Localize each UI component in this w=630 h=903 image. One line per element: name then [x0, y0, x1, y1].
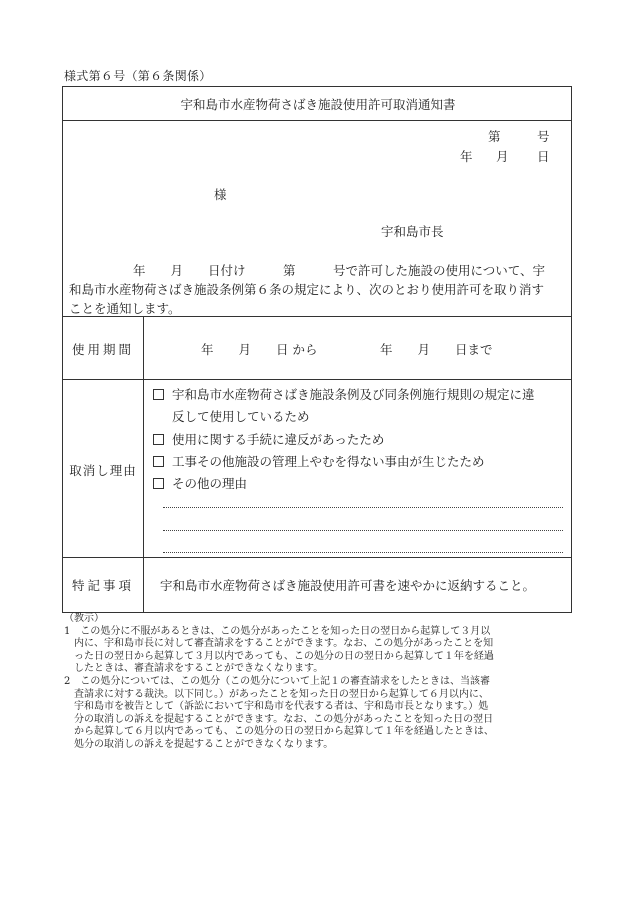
- remarks-value: 宇和島市水産物荷さばき施設使用許可書を速やかに返納すること。: [160, 578, 536, 593]
- reason-label: 取消し理由: [69, 463, 137, 478]
- document-title: 宇和島市水産物荷さばき施設使用許可取消通知書: [180, 97, 456, 112]
- other-reason-line[interactable]: [163, 552, 563, 553]
- note-line: 1 この処分に不服があるときは、この処分があったことを知った日の翌日から起算して３月以: [64, 625, 491, 637]
- note-line: 内に、宇和島市長に対して審査請求をすることができます。なお、この処分があったことを知: [74, 638, 494, 650]
- notice-body: [69, 261, 569, 318]
- row-divider: [63, 557, 571, 558]
- other-reason-line[interactable]: [163, 507, 563, 508]
- title-divider: [63, 120, 571, 121]
- body-line: 和島市水産物荷さばき施設条例第６条の規定により、次のとおり使用許可を取り消す: [69, 282, 545, 297]
- note-line: から起算して６月以内であっても、この処分の日の翌日から起算して１年を経過したときは、: [74, 726, 494, 738]
- row-divider: [63, 379, 571, 380]
- form-identifier: 様式第６号（第６条関係）: [64, 69, 212, 83]
- body-line: 年 月 日付け 第 号で許可した施設の使用について、宇: [133, 263, 546, 278]
- row-divider: [63, 316, 571, 317]
- reason-text: 工事その他施設の管理上やむを得ない事由が生じたため: [172, 454, 485, 469]
- reason-option-management: [153, 452, 485, 470]
- body-line: ことを通知します。: [69, 301, 181, 316]
- period-label: 使用期間: [71, 342, 134, 357]
- date-month: 月: [496, 149, 509, 164]
- reason-option-procedure: [153, 430, 384, 448]
- issuer-name: 宇和島市長: [381, 224, 444, 239]
- note-line: 2 この処分については、この処分（この処分について上記１の審査請求をしたときは、当該審: [64, 675, 490, 687]
- reason-text: 使用に関する手続に違反があったため: [172, 432, 385, 447]
- note-line: したときは、審査請求をすることができなくなります。: [74, 663, 324, 675]
- reason-text: 宇和島市水産物荷さばき施設条例及び同条例施行規則の規定に違: [172, 387, 535, 402]
- checkbox[interactable]: [153, 389, 164, 400]
- other-reason-line[interactable]: [163, 530, 563, 531]
- notice-form: [62, 86, 572, 613]
- checkbox[interactable]: [153, 456, 164, 467]
- checkbox[interactable]: [153, 478, 164, 489]
- doc-number-go: 号: [537, 129, 550, 144]
- note-line: 宇和島市を被告として（訴訟において宇和島市を代表する者は、宇和島市長となります。）処: [74, 701, 489, 713]
- period-value: 年 月 日 から 年 月 日まで: [201, 342, 493, 357]
- column-divider: [143, 316, 144, 612]
- date-year: 年: [460, 149, 473, 164]
- remarks-label: 特記事項: [71, 578, 134, 593]
- reason-text: その他の理由: [172, 476, 248, 491]
- note-line: 分の取消しの訴えを提起することができます。なお、この処分があったことを知った日の翌日: [74, 713, 494, 725]
- note-line: 処分の取消しの訴えを提起することができなくなります。: [74, 738, 334, 750]
- notes-heading: （教示）: [64, 613, 104, 624]
- checkbox[interactable]: [153, 434, 164, 445]
- doc-number-dai: 第: [488, 129, 501, 144]
- reason-option-violation: [153, 385, 535, 403]
- date-day: 日: [537, 149, 550, 164]
- note-line: った日の翌日から起算して３月以内であっても、この処分の日の翌日から起算して１年を経過: [74, 650, 494, 662]
- instruction-notes: [64, 613, 576, 752]
- reason-option-violation-cont: 反して使用しているため: [172, 409, 310, 424]
- reason-option-other: [153, 474, 247, 492]
- addressee-suffix: 様: [214, 187, 227, 202]
- note-line: 査請求に対する裁決。以下同じ。）があったことを知った日の翌日から起算して６月以内に、: [74, 688, 489, 700]
